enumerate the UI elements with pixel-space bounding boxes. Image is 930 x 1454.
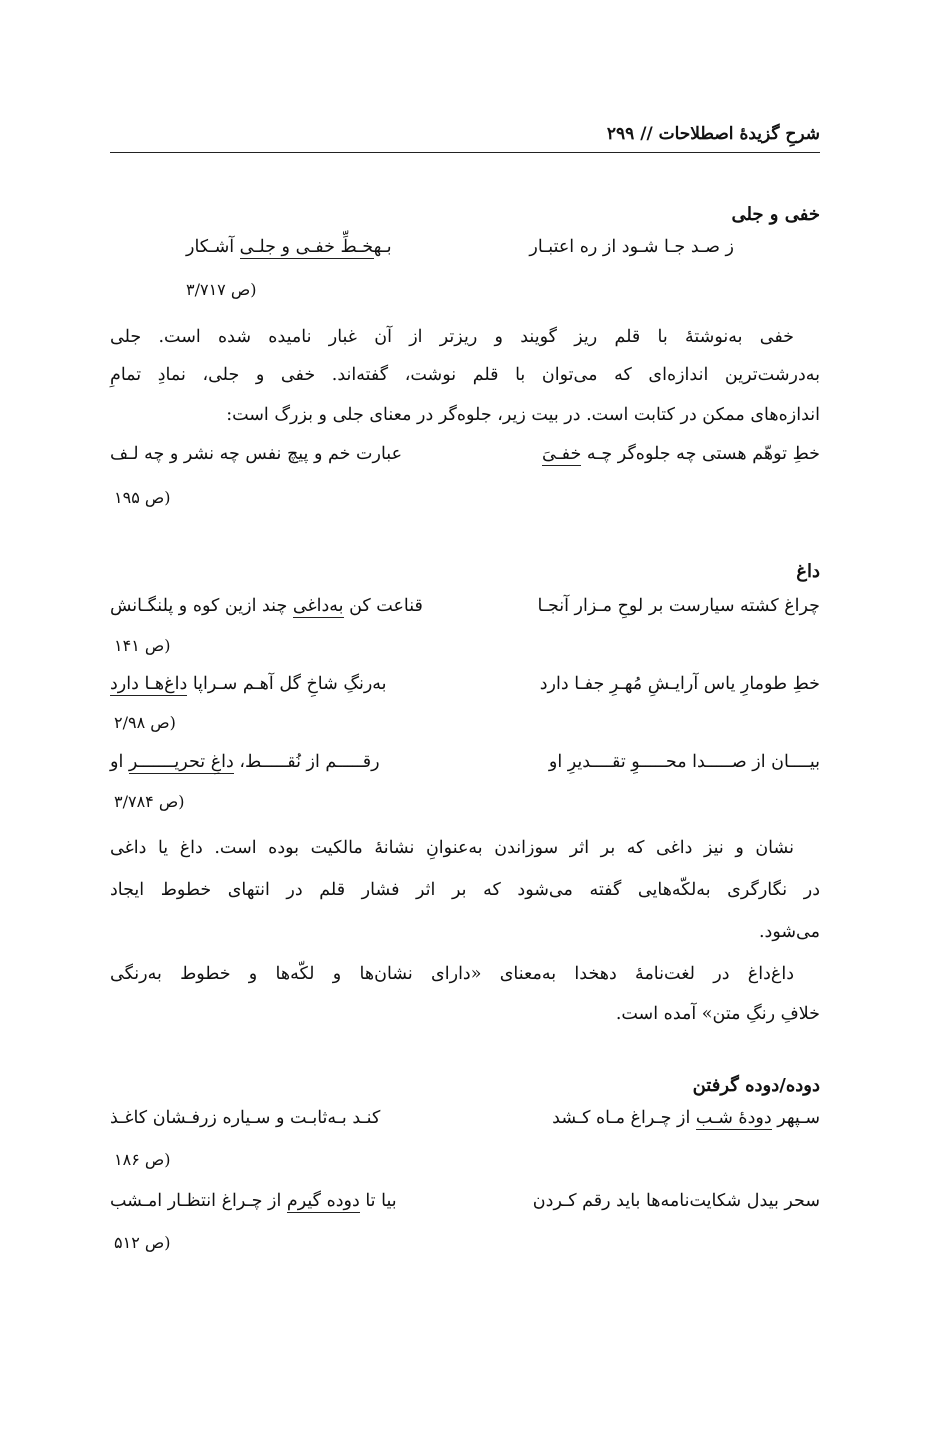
- section-heading-dagh: داغ: [796, 561, 820, 582]
- hemistich-second: به‌رنگِ شاخِ گل آهـم سـراپا داغ‌هـا دارد: [110, 674, 387, 694]
- hemistich-first: سحر بیدل شکایت‌نامه‌ها باید رقم کـردن: [532, 1191, 820, 1211]
- hemistich-second: قناعت کن به‌داغی چند ازین کوه و پلنگـانش: [110, 596, 423, 616]
- verse-line: [186, 237, 734, 257]
- hemistich-second: بـهخـطِّ خفـی و جلـی آشـکار: [186, 237, 392, 257]
- paragraph-line: می‌شود.: [758, 922, 820, 942]
- underlined-term: خـطِّ خفـی و جلـی: [239, 237, 374, 257]
- page-reference: (ص ۳/۷۸۴: [114, 792, 185, 811]
- paragraph-line: داغ‌داغ در لغت‌نامهٔ دهخدا به‌معنای «دارای نشان‌ها و لکّه‌ها و خطوط به‌رنگی: [110, 964, 794, 984]
- hemistich-first: خطِ طومارِ یاس آرایـشِ مُهـرِ جفـا دارد: [539, 674, 820, 694]
- paragraph-line: خفی به‌نوشتهٔ با قلم ریز گویند و ریزتر از آن غبار نامیده شده است. جلی: [110, 327, 794, 347]
- running-head: شرحِ گزیدهٔ اصطلاحات // ۲۹۹: [606, 124, 820, 144]
- section-heading-khafi-jali: خفی و جلی: [731, 204, 820, 225]
- verse-line: [110, 1191, 820, 1211]
- underlined-term: داغِ تحریـــــــر: [128, 752, 234, 772]
- page-reference: (ص ۱۸۶: [114, 1150, 171, 1169]
- hemistich-second: کنـد بـه‌ثابـت و سـیاره زرفـشان کاغـذ: [110, 1108, 381, 1128]
- verse-line: [110, 752, 820, 772]
- verse-line: [110, 1108, 820, 1128]
- hemistich-first: خطِ توهّم هستی چه جلوه‌گر چـه خفـیَ: [541, 444, 820, 464]
- underlined-term: دودهٔ شـب: [695, 1108, 772, 1128]
- header-rule: [110, 152, 820, 153]
- hemistich-first: سـپهر دودهٔ شـب از چـراغ مـاه کـشد: [552, 1108, 820, 1128]
- section-heading-dudeh: دوده/دوده گرفتن: [692, 1075, 820, 1096]
- page-reference: (ص ۲/۹۸: [114, 713, 176, 732]
- underlined-term: به‌داغی: [292, 596, 344, 616]
- page-reference: (ص ۱۹۵: [114, 488, 171, 507]
- underlined-term: داغ‌هـا دارد: [110, 674, 188, 694]
- hemistich-first: چراغ کشته سیارست بر لوحِ مـزار آنجـا: [537, 596, 820, 616]
- verse-line: [110, 596, 820, 616]
- page-reference: (ص ۳/۷۱۷: [186, 280, 257, 299]
- hemistich-first: بیــــان از صـــــدا محـــــوِ تقــــدیرِ او: [548, 752, 820, 772]
- underlined-term: دوده گیرم: [286, 1191, 360, 1211]
- paragraph-line: به‌درشت‌ترین اندازه‌ای که می‌توان با قلم نوشت، گفته‌اند. خفی و جلی، نمادِ تمامِ: [110, 365, 820, 385]
- document-page: [110, 0, 820, 1454]
- page-reference: (ص ۵۱۲: [114, 1233, 171, 1252]
- hemistich-second: رقـــــم از نُقـــــط، داغِ تحریـــــــر او: [110, 752, 380, 772]
- paragraph-line: نشان و نیز داغی که بر اثر سوزاندن به‌عنوانِ نشانهٔ مالکیت بوده است. داغ یا داغی: [110, 838, 794, 858]
- paragraph-line: خلافِ رنگِ متن» آمده است.: [615, 1004, 820, 1024]
- verse-line: [110, 444, 820, 464]
- hemistich-first: ز صـد جـا شـود از ره اعتبـار: [529, 237, 734, 257]
- underlined-term: خفـیَ: [541, 444, 582, 464]
- hemistich-second: بیا تا دوده گیرم از چـراغ انتظـار امـشب: [110, 1191, 397, 1211]
- paragraph-line: در نگارگری به‌لکّه‌هایی گفته می‌شود که بر اثر فشار قلم در انتهای خطوط ایجاد: [110, 880, 820, 900]
- paragraph-line: اندازه‌های ممکن در کتابت است. در بیت زیر، جلوه‌گر در معنای جلی و بزرگ است:: [226, 405, 820, 425]
- page-reference: (ص ۱۴۱: [114, 636, 171, 655]
- hemistich-second: عبارت خم و پیچ نفس چه نشر و چه لـف: [110, 444, 403, 464]
- verse-line: [110, 674, 820, 694]
